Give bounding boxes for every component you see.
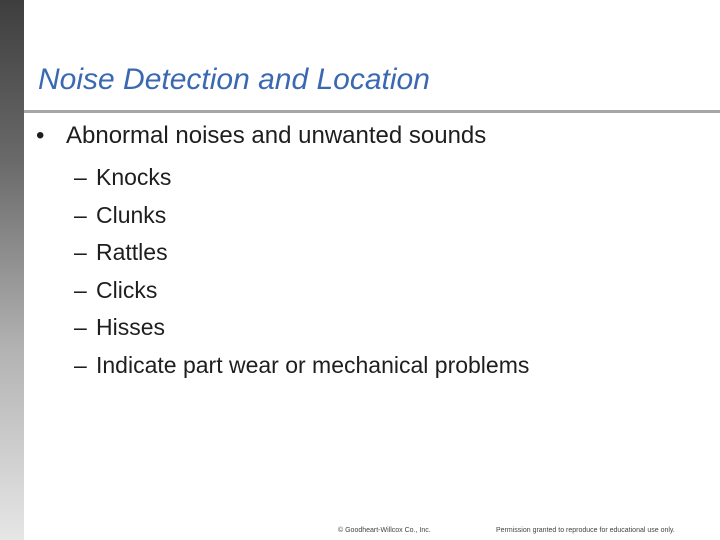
sub-bullet-text: Clunks — [96, 201, 167, 228]
sub-bullet-text: Knocks — [96, 164, 172, 190]
sub-bullet-text: Indicate part wear or mechanical problems — [96, 351, 530, 378]
sub-bullet-item — [74, 235, 529, 273]
sub-bullet-text: Clicks — [96, 276, 158, 303]
sub-bullet-text: Rattles — [96, 239, 168, 265]
bullet-item — [36, 122, 486, 150]
dash-marker: – — [74, 201, 87, 228]
dash-marker: – — [74, 239, 87, 265]
sub-bullet-list — [74, 160, 529, 385]
dash-marker: – — [74, 276, 87, 303]
sub-bullet-item — [74, 310, 529, 348]
dash-marker: – — [74, 314, 87, 340]
sub-bullet-item — [74, 348, 529, 386]
sub-bullet-item — [74, 160, 529, 198]
sub-bullet-item — [74, 273, 529, 311]
footer-permission: Permission granted to reproduce for educational use only. — [496, 527, 675, 534]
left-gradient-band — [0, 0, 24, 540]
bullet-marker: • — [36, 122, 45, 149]
sub-bullet-item — [74, 198, 529, 236]
dash-marker: – — [74, 351, 87, 378]
footer-copyright: © Goodheart-Willcox Co., Inc. — [338, 527, 431, 534]
bullet-text: Abnormal noises and unwanted sounds — [66, 122, 487, 149]
sub-bullet-text: Hisses — [96, 314, 166, 340]
dash-marker: – — [74, 164, 87, 190]
title-divider — [24, 110, 720, 113]
slide-title: Noise Detection and Location — [38, 63, 430, 96]
